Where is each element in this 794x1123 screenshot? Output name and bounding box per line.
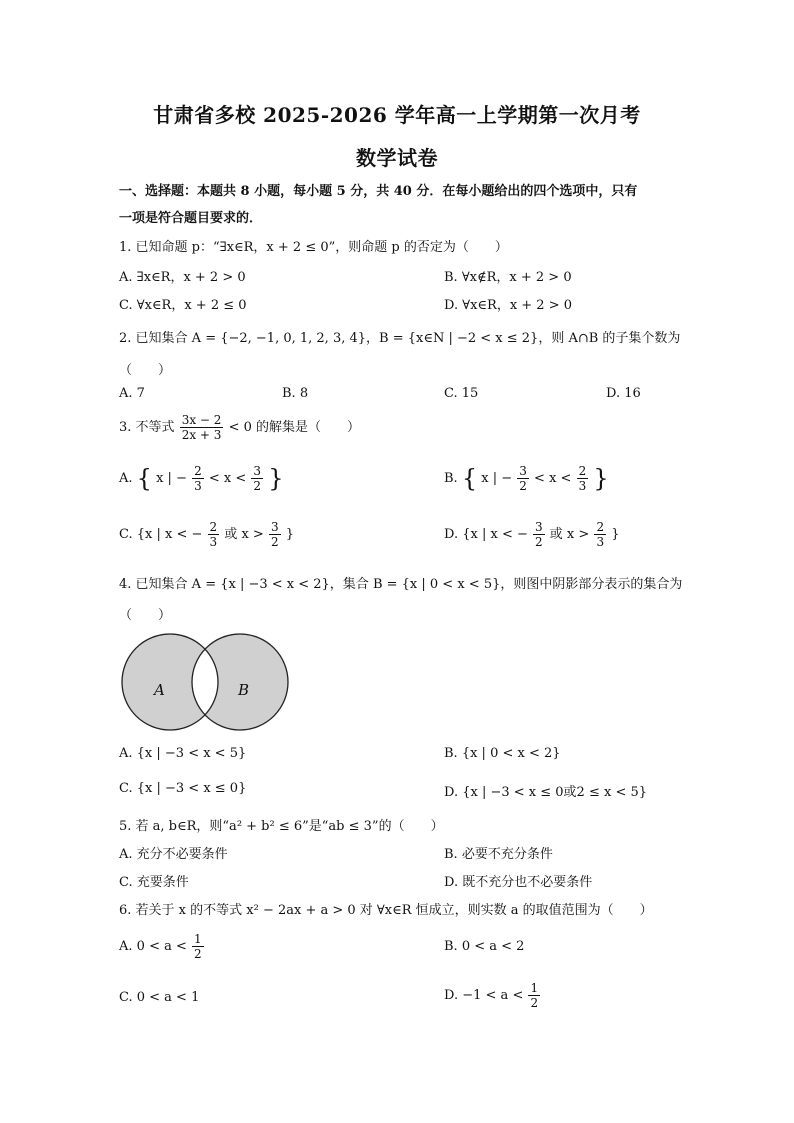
q6-option-a[interactable]: [119, 932, 205, 961]
num: 1: [530, 981, 539, 995]
q3-prefix: 3. 不等式: [119, 420, 175, 435]
q3-c-label: C.: [119, 527, 133, 542]
q3-b-frac2: [577, 464, 589, 493]
q4-option-d[interactable]: D. {x | −3 < x ≤ 0或2 ≤ x < 5}: [444, 785, 648, 800]
q3-b-pre: x | −: [481, 471, 513, 486]
exam-subtitle: 数学试卷: [356, 146, 438, 170]
den: 2: [270, 535, 279, 549]
q4-option-b[interactable]: B. {x | 0 < x < 2}: [444, 746, 561, 761]
q4-stem: 4. 已知集合 A = {x | −3 < x < 2}，集合 B = {x | 0 < x < 5}，则图中阴影部分表示的集合为: [119, 577, 683, 592]
num: 3: [253, 464, 262, 478]
q3-b-mid: < x <: [534, 471, 572, 486]
q6-d-pre: −1 < a <: [462, 988, 524, 1003]
q1-option-d[interactable]: D. ∀x∈R，x + 2 > 0: [444, 298, 573, 313]
q4-paren: （ ）: [119, 608, 172, 623]
q3-d-frac1: [533, 520, 545, 549]
q5-option-b[interactable]: B. 必要不充分条件: [444, 847, 553, 862]
q2-paren: （ ）: [119, 363, 172, 378]
q6-a-frac: [192, 932, 204, 961]
q3-a-label: A.: [119, 471, 133, 486]
q6-a-label: A.: [119, 939, 133, 954]
q3-d-mid: 或 x >: [549, 527, 590, 542]
q2-stem: 2. 已知集合 A = {−2, −1, 0, 1, 2, 3, 4}，B = {x∈N | −2 < x ≤ 2}，则 A∩B 的子集个数为: [119, 331, 681, 346]
q3-fraction-den: 2x + 3: [181, 428, 222, 442]
den: 2: [519, 479, 527, 493]
q2-option-d[interactable]: D. 16: [606, 386, 641, 401]
q3-c-pre: {x | x < −: [136, 527, 203, 542]
q3-option-a[interactable]: [119, 464, 283, 493]
q3-fraction: [180, 413, 224, 442]
q3-option-c[interactable]: [119, 520, 294, 549]
q5-option-d[interactable]: D. 既不充分也不必要条件: [444, 875, 593, 890]
den: 2: [194, 947, 202, 961]
q6-d-frac: [528, 981, 540, 1010]
q3-d-label: D.: [444, 527, 459, 542]
q6-option-c[interactable]: C. 0 < a < 1: [119, 990, 200, 1005]
q1-option-c[interactable]: C. ∀x∈R，x + 2 ≤ 0: [119, 298, 247, 313]
num: 3: [535, 520, 543, 534]
q3-a-frac2: [251, 464, 263, 493]
q3-d-pre: {x | x < −: [462, 527, 528, 542]
q3-c-frac2: [269, 520, 281, 549]
q3-d-frac2: [594, 520, 606, 549]
den: 3: [209, 535, 218, 549]
num: 2: [578, 464, 587, 478]
den: 3: [596, 535, 605, 549]
den: 3: [194, 479, 202, 493]
venn-label-b: B: [238, 681, 250, 699]
right-brace: }: [268, 464, 284, 493]
q3-stem: [119, 413, 360, 442]
den: 2: [530, 996, 539, 1010]
q3-b-label: B.: [444, 471, 458, 486]
q6-d-label: D.: [444, 988, 459, 1003]
q6-a-pre: 0 < a <: [136, 939, 187, 954]
num: 1: [194, 932, 202, 946]
q3-option-d[interactable]: [444, 520, 620, 549]
q2-option-b[interactable]: B. 8: [282, 386, 309, 401]
q3-b-frac1: [517, 464, 529, 493]
exam-title: 甘肃省多校 2025-2026 学年高一上学期第一次月考: [153, 103, 641, 127]
den: 2: [535, 535, 543, 549]
q5-option-a[interactable]: A. 充分不必要条件: [119, 847, 228, 862]
q3-fraction-num: 3x − 2: [181, 413, 222, 427]
q5-option-c[interactable]: C. 充要条件: [119, 875, 189, 890]
right-brace: }: [593, 464, 609, 493]
q6-option-b[interactable]: B. 0 < a < 2: [444, 939, 525, 954]
venn-label-a: A: [154, 681, 165, 699]
den: 2: [253, 479, 262, 493]
num: 2: [194, 464, 202, 478]
q3-c-frac1: [208, 520, 220, 549]
section-heading: 一、选择题：本题共 8 小题，每小题 5 分，共 40 分．在每小题给出的四个选项中，只有: [119, 184, 638, 199]
q3-suffix: < 0 的解集是（ ）: [228, 420, 360, 435]
q3-a-frac1: [192, 464, 204, 493]
q3-c-end: }: [285, 527, 295, 542]
q1-option-a[interactable]: A. ∃x∈R，x + 2 > 0: [119, 270, 246, 285]
num: 3: [519, 464, 527, 478]
q6-stem: 6. 若关于 x 的不等式 x² − 2ax + a > 0 对 ∀x∈R 恒成立，则实数 a 的取值范围为（ ）: [119, 903, 653, 918]
section-heading-cont: 一项是符合题目要求的．: [119, 211, 263, 226]
q3-a-mid: < x <: [208, 471, 247, 486]
num: 2: [209, 520, 218, 534]
q1-stem: 1. 已知命题 p：“∃x∈R，x + 2 ≤ 0”，则命题 p 的否定为（ ）: [119, 240, 508, 255]
q3-c-mid: 或 x >: [224, 527, 264, 542]
q2-option-a[interactable]: A. 7: [119, 386, 145, 401]
num: 3: [270, 520, 279, 534]
q2-option-c[interactable]: C. 15: [444, 386, 479, 401]
q3-a-pre: x | −: [156, 471, 187, 486]
num: 2: [596, 520, 605, 534]
left-brace: {: [461, 464, 478, 493]
left-brace: {: [136, 464, 152, 493]
q1-option-b[interactable]: B. ∀x∉R，x + 2 > 0: [444, 270, 572, 285]
den: 3: [578, 479, 587, 493]
q6-option-d[interactable]: [444, 981, 541, 1010]
q3-option-b[interactable]: [444, 464, 609, 493]
q4-option-a[interactable]: A. {x | −3 < x < 5}: [119, 746, 247, 761]
venn-diagram: [118, 630, 293, 735]
q4-option-c[interactable]: C. {x | −3 < x ≤ 0}: [119, 781, 247, 796]
q3-d-end: }: [611, 527, 620, 542]
q5-stem: 5. 若 a, b∈R，则“a² + b² ≤ 6”是“ab ≤ 3”的（ ）: [119, 819, 444, 834]
